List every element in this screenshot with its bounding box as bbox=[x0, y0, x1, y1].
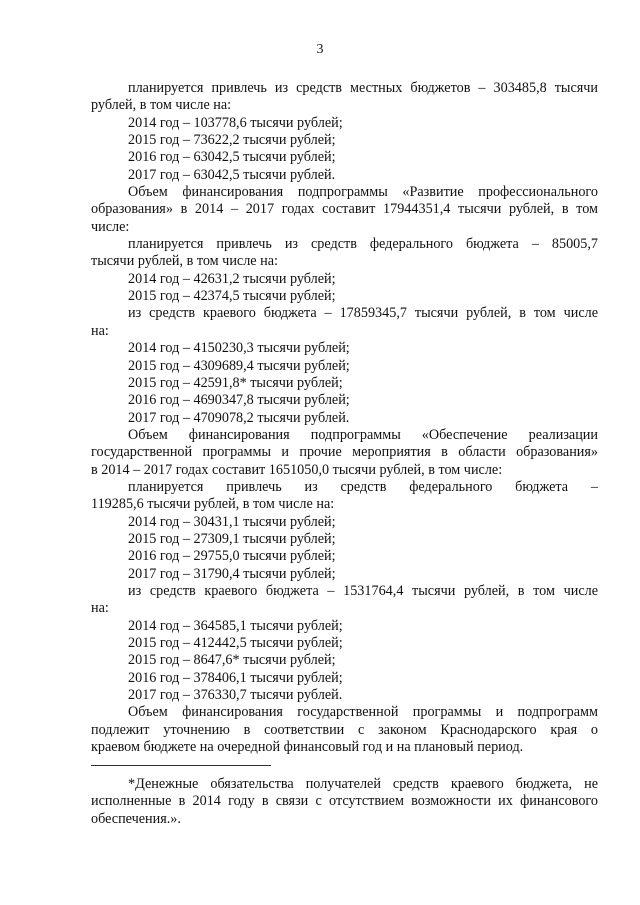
text-line: 2015 год – 42591,8* тысячи рублей; bbox=[128, 374, 343, 391]
text-line: 2017 год – 4709078,2 тысячи рублей. bbox=[128, 409, 350, 426]
text-line: 2015 год – 27309,1 тысячи рублей; bbox=[128, 530, 336, 547]
text-line: 2016 год – 4690347,8 тысячи рублей; bbox=[128, 392, 350, 409]
text-line: в 2014 – 2017 годах составит 1651050,0 тысячи рублей, в том числе: bbox=[91, 461, 503, 478]
footnote-separator bbox=[91, 765, 271, 766]
text-line: 2017 год – 376330,7 тысячи рублей. bbox=[128, 687, 343, 704]
footnote-line: *Денежные обязательства получателей средств краевого бюджета, не bbox=[128, 776, 598, 792]
text-line: числе: bbox=[91, 218, 130, 235]
text-line: планируется привлечь из средств местных бюджетов – 303485,8 тысячи bbox=[128, 80, 598, 96]
text-line: подлежит уточнению в соответствии с законом Краснодарского края о bbox=[91, 721, 598, 738]
text-line: 2014 год – 4150230,3 тысячи рублей; bbox=[128, 340, 350, 357]
text-line: на: bbox=[91, 322, 109, 339]
page-number: 3 bbox=[316, 42, 324, 57]
text-line: 2015 год – 4309689,4 тысячи рублей; bbox=[128, 357, 350, 374]
body-text bbox=[91, 80, 598, 756]
text-line: 119285,6 тысячи рублей, в том числе на: bbox=[91, 496, 335, 513]
footnote-line: обеспечения.». bbox=[91, 810, 181, 827]
text-line: 2015 год – 412442,5 тысячи рублей; bbox=[128, 635, 343, 651]
text-line: 2014 год – 42631,2 тысячи рублей; bbox=[128, 270, 336, 287]
text-line: Объем финансирования подпрограммы «Обеспечение реализации bbox=[128, 426, 598, 443]
text-line: 2015 год – 73622,2 тысячи рублей; bbox=[128, 132, 336, 149]
text-line: 2016 год – 63042,5 тысячи рублей; bbox=[128, 149, 336, 166]
text-line: планируется привлечь из средств федерального бюджета – 85005,7 bbox=[128, 236, 598, 253]
text-line: 2016 год – 29755,0 тысячи рублей; bbox=[128, 548, 336, 565]
text-line: 2014 год – 103778,6 тысячи рублей; bbox=[128, 114, 343, 131]
text-line: 2015 год – 42374,5 тысячи рублей; bbox=[128, 288, 336, 305]
text-line: образования» в 2014 – 2017 годах составит 17944351,4 тысячи рублей, в том bbox=[91, 201, 598, 218]
text-line: государственной программы и прочие мероприятия в области образования» bbox=[91, 444, 598, 461]
text-line: краевом бюджете на очередной финансовый год и на плановый период. bbox=[91, 739, 524, 756]
footnote-line: исполненные в 2014 году в связи с отсутствием возможности их финансового bbox=[91, 793, 598, 810]
text-line: 2015 год – 8647,6* тысячи рублей; bbox=[128, 652, 336, 669]
text-line: рублей, в том числе на: bbox=[91, 97, 232, 114]
text-line: Объем финансирования государственной программы и подпрограмм bbox=[128, 704, 598, 721]
text-line: на: bbox=[91, 600, 109, 617]
text-line: 2017 год – 31790,4 тысячи рублей; bbox=[128, 565, 336, 582]
text-line: Объем финансирования подпрограммы «Развитие профессионального bbox=[128, 184, 598, 201]
text-line: 2014 год – 30431,1 тысячи рублей; bbox=[128, 513, 336, 530]
text-line: 2016 год – 378406,1 тысячи рублей; bbox=[128, 669, 343, 686]
text-line: из средств краевого бюджета – 17859345,7 тысячи рублей, в том числе bbox=[128, 305, 598, 322]
footnote bbox=[91, 775, 598, 827]
text-line: 2014 год – 364585,1 тысячи рублей; bbox=[128, 617, 343, 634]
text-line: планируется привлечь из средств федерального бюджета – bbox=[128, 478, 598, 495]
text-line: из средств краевого бюджета – 1531764,4 тысячи рублей, в том числе bbox=[128, 582, 598, 599]
text-line: тысячи рублей, в том числе на: bbox=[91, 253, 278, 270]
text-line: 2017 год – 63042,5 тысячи рублей. bbox=[128, 166, 336, 183]
